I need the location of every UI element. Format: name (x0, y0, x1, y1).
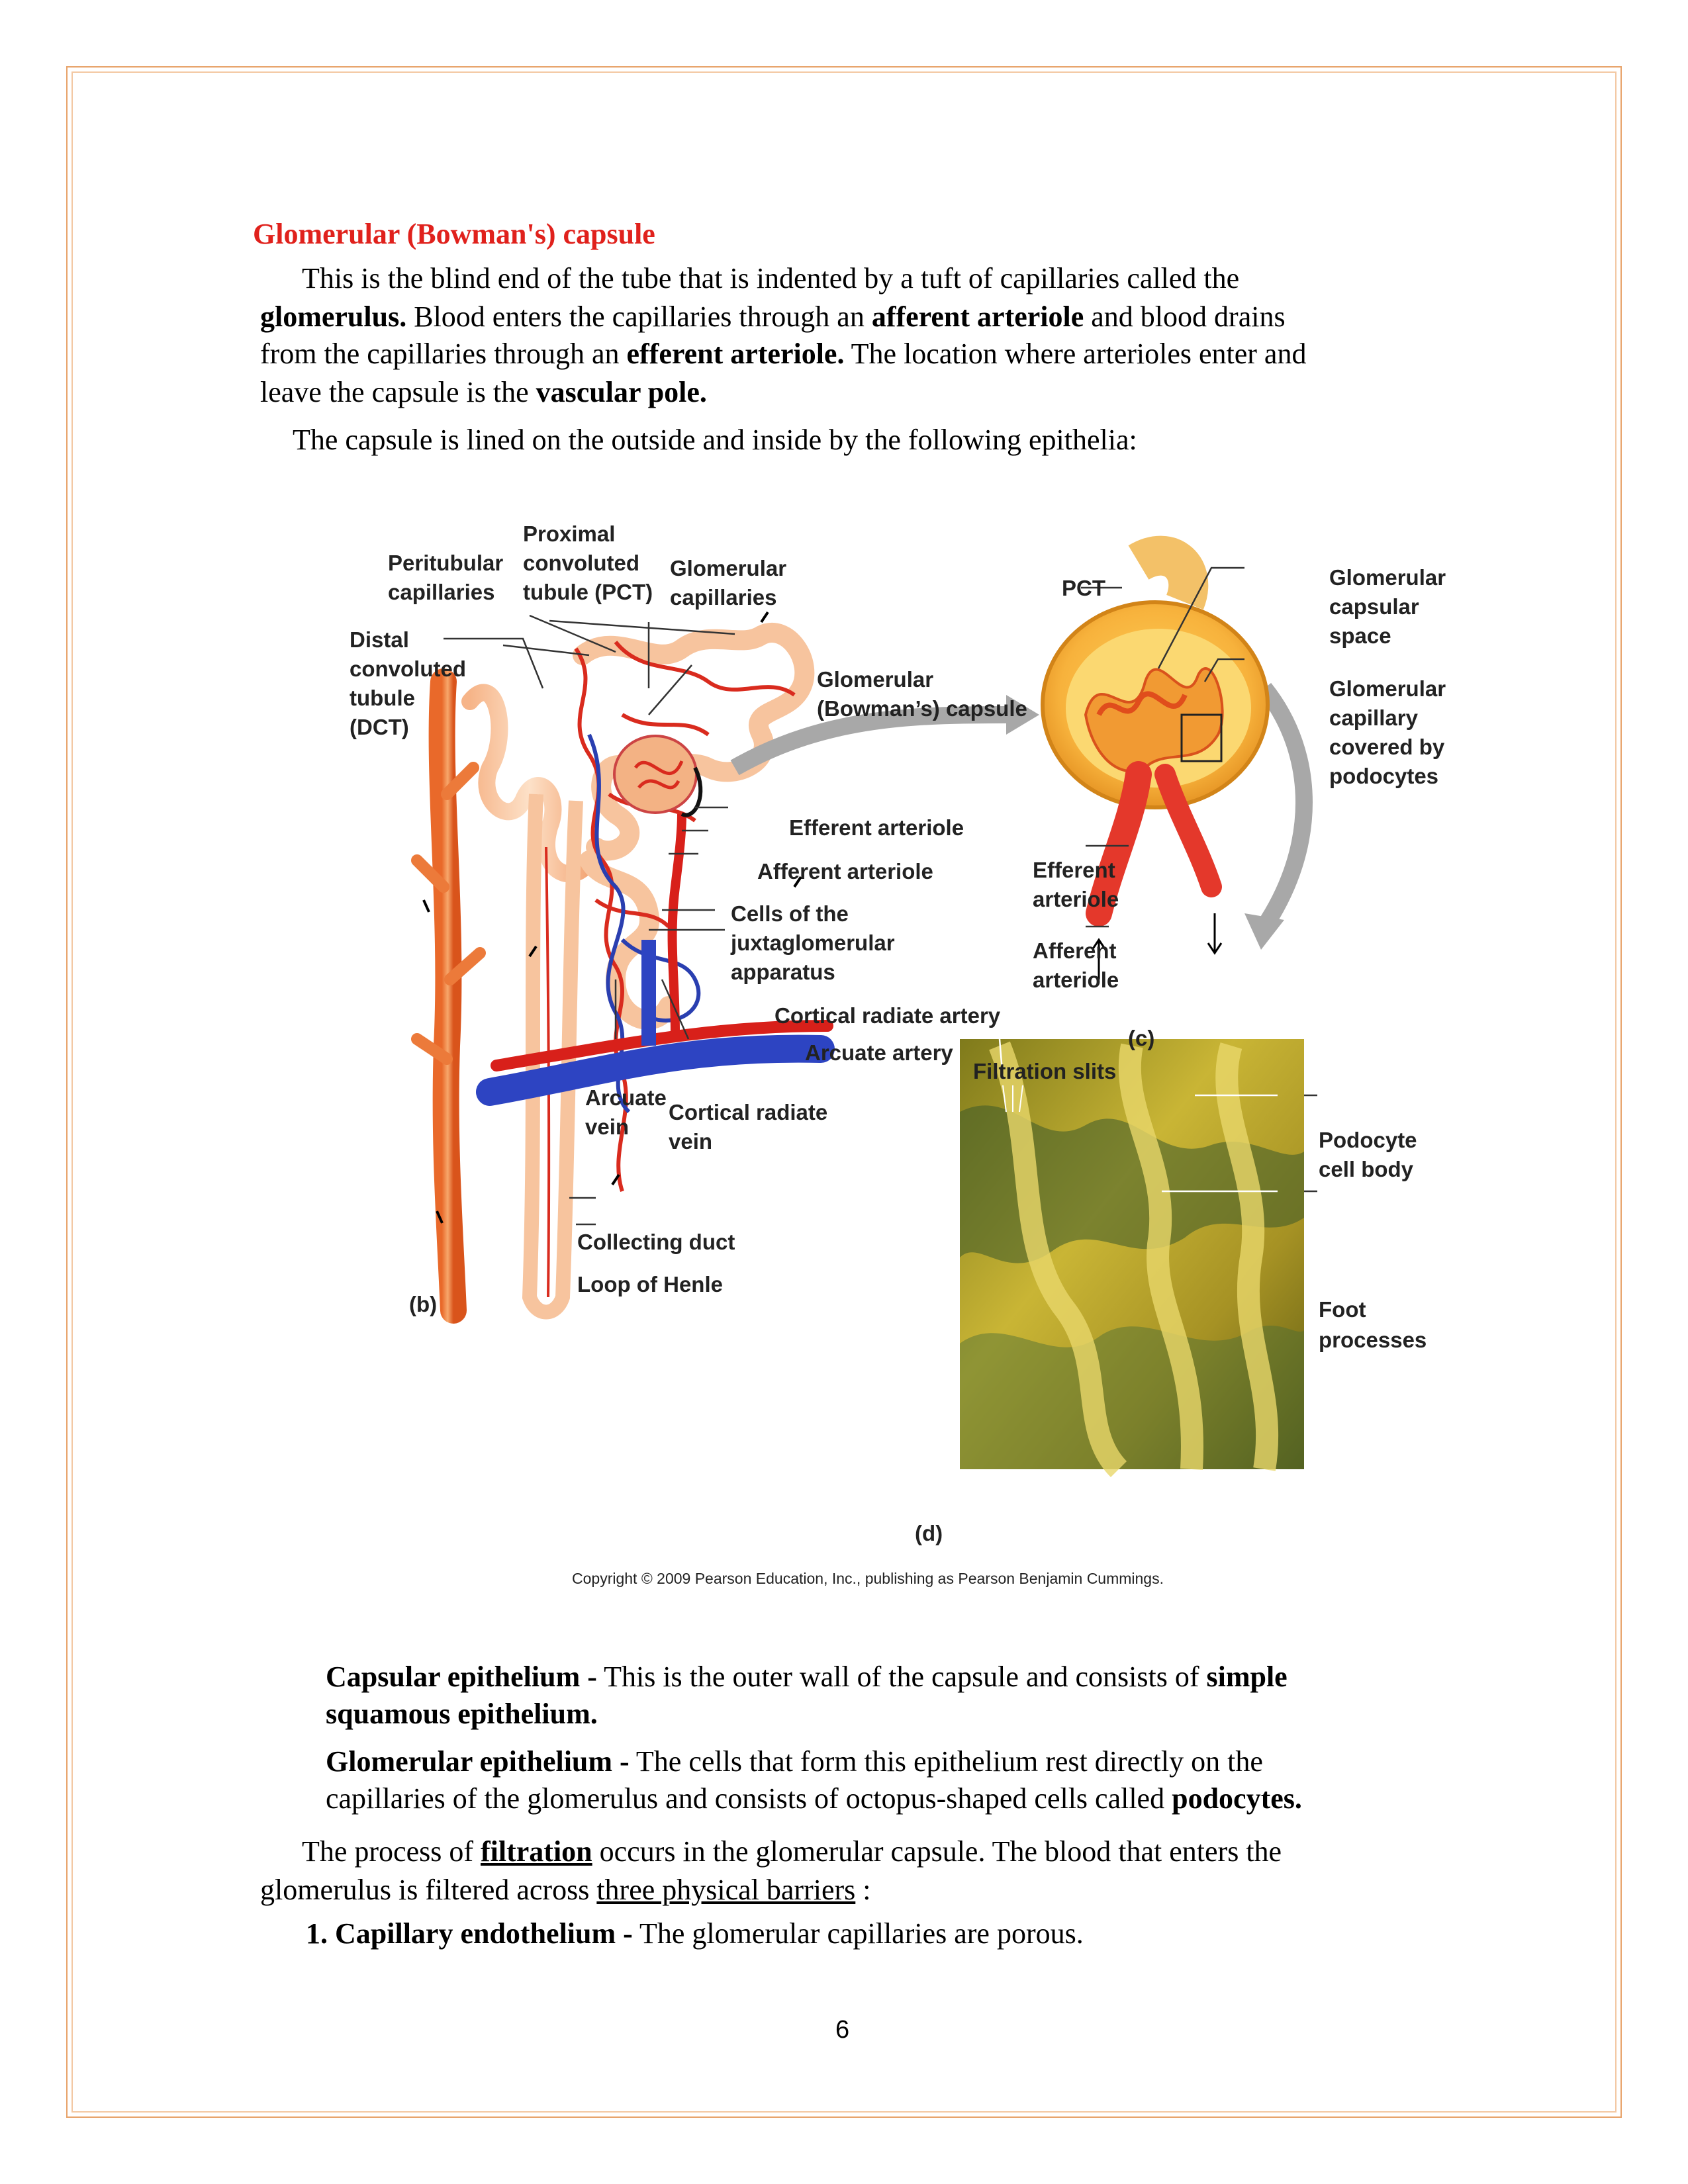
label-arcuate-vein-1: Arcuate (585, 1085, 667, 1110)
intro-text: The location where arterioles enter and (844, 338, 1307, 370)
glomerular-text: capillaries of the glomerulus and consists of octopus-shaped cells called (326, 1782, 1172, 1815)
label-proximal: Proximal (523, 522, 616, 546)
term-squamous-epithelium: squamous epithelium. (326, 1698, 598, 1730)
lined-sentence: The capsule is lined on the outside and inside by the following epithelia: (293, 424, 1137, 456)
glomerular-epithelium-line-2 (326, 1782, 1302, 1815)
label-capsular-space-2: capsular (1329, 594, 1419, 619)
term-simple: simple (1206, 1661, 1288, 1693)
label-peritubular: Peritubular (388, 551, 504, 575)
label-jg-1: Cells of the (731, 901, 849, 926)
label-capsular-space-3: space (1329, 623, 1391, 648)
term-three-physical-barriers: three physical barriers (596, 1874, 856, 1906)
label-podocyte-2: cell body (1319, 1157, 1414, 1181)
label-glomerular-capillary-2: capillary (1329, 705, 1418, 730)
intro-text: This is the blind end of the tube that is indented by a tuft of capillaries called the (302, 262, 1240, 295)
term-podocytes: podocytes. (1172, 1782, 1302, 1815)
filtration-line-1 (302, 1835, 1282, 1868)
label-panel-b: (b) (409, 1292, 438, 1316)
label-c-afferent-1: Afferent (1033, 938, 1117, 963)
intro-text: Blood enters the capillaries through an (406, 300, 872, 333)
nephron-figure (338, 516, 1476, 1588)
label-collecting-duct: Collecting duct (577, 1230, 735, 1254)
label-c-efferent-1: Efferent (1033, 858, 1115, 882)
label-filtration-slits: Filtration slits (973, 1059, 1117, 1083)
label-arcuate-artery: Arcuate artery (805, 1040, 953, 1065)
capsular-epithelium-line-2 (326, 1697, 598, 1731)
label-peritubular-capillaries: capillaries (388, 580, 495, 604)
label-glomerular-capillary-4: podocytes (1329, 764, 1439, 788)
intro-line-4 (260, 373, 707, 412)
label-pct: PCT (1062, 576, 1105, 600)
term-capsular-epithelium: Capsular epithelium - (326, 1661, 597, 1693)
label-c-afferent-2: arteriole (1033, 968, 1119, 992)
glomerular-epithelium-line-1 (326, 1745, 1263, 1778)
filtration-text: The process of (302, 1835, 481, 1868)
intro-text: and blood drains (1084, 300, 1286, 333)
label-loop-of-henle: Loop of Henle (577, 1272, 723, 1297)
term-afferent-arteriole: afferent arteriole (871, 300, 1084, 333)
label-convoluted: convoluted (523, 551, 640, 575)
label-tubule-pct: tubule (PCT) (523, 580, 653, 604)
label-glomerular-capillary-1: Glomerular (1329, 676, 1446, 701)
label-cortical-radiate-vein-2: vein (669, 1129, 713, 1154)
label-foot-2: processes (1319, 1328, 1427, 1352)
panel-c-drawing (1043, 556, 1268, 979)
filtration-text: occurs in the glomerular capsule. The blood that enters the (592, 1835, 1282, 1868)
label-glomerular-capillaries: capillaries (670, 585, 777, 610)
capsular-epithelium-line-1 (326, 1660, 1288, 1694)
label-efferent-arteriole: Efferent arteriole (789, 815, 964, 840)
barrier-1-line (306, 1917, 1084, 1950)
intro-text: leave the capsule is the (260, 376, 536, 408)
label-cortical-radiate-vein-1: Cortical radiate (669, 1100, 828, 1124)
term-glomerular-epithelium: Glomerular epithelium - (326, 1745, 630, 1778)
glomerular-text: The cells that form this epithelium rest directly on the (629, 1745, 1263, 1778)
label-c-efferent-2: arteriole (1033, 887, 1119, 911)
page-number: 6 (835, 2016, 850, 2044)
term-filtration: filtration (481, 1835, 592, 1868)
barrier-text: The glomerular capillaries are porous. (632, 1917, 1084, 1950)
term-capillary-endothelium: 1. Capillary endothelium - (306, 1917, 633, 1950)
label-arcuate-vein-2: vein (585, 1115, 630, 1139)
figure-copyright: Copyright © 2009 Pearson Education, Inc., publishing as Pearson Benjamin Cummings. (572, 1570, 1164, 1587)
label-podocyte-1: Podocyte (1319, 1128, 1417, 1152)
capsular-text: This is the outer wall of the capsule and consists of (596, 1661, 1207, 1693)
label-glomerular: Glomerular (670, 556, 787, 580)
label-cortical-radiate-artery: Cortical radiate artery (774, 1003, 1001, 1028)
label-dct-convoluted: convoluted (350, 657, 467, 681)
label-tubule: tubule (350, 686, 415, 710)
label-afferent-arteriole: Afferent arteriole (757, 859, 933, 884)
label-jg-3: apparatus (731, 960, 835, 984)
label-distal: Distal (350, 627, 409, 652)
label-glomerular-capsule-1: Glomerular (817, 667, 934, 692)
term-vascular-pole: vascular pole. (536, 376, 707, 408)
label-glomerular-capillary-3: covered by (1329, 735, 1445, 759)
intro-line-1 (302, 259, 1239, 298)
nephron-illustration (338, 516, 1476, 1588)
term-efferent-arteriole: efferent arteriole. (626, 338, 845, 370)
intro-line-3 (260, 335, 1306, 373)
filtration-text: glomerulus is filtered across (260, 1874, 597, 1906)
label-panel-c: (c) (1128, 1026, 1155, 1050)
label-jg-2: juxtaglomerular (731, 931, 895, 955)
label-dct: (DCT) (350, 715, 409, 739)
filtration-text: : (855, 1874, 871, 1906)
section-heading: Glomerular (Bowman's) capsule (253, 218, 655, 250)
panel-d-micrograph (960, 1039, 1317, 1469)
intro-line-2 (260, 298, 1286, 336)
label-panel-d: (d) (915, 1521, 943, 1545)
label-glomerular-capsule-2: (Bowman’s) capsule (817, 696, 1027, 721)
intro-text: from the capillaries through an (260, 338, 627, 370)
term-glomerulus: glomerulus. (260, 300, 407, 333)
label-foot-1: Foot (1319, 1297, 1366, 1322)
filtration-line-2 (260, 1873, 871, 1907)
label-capsular-space-1: Glomerular (1329, 565, 1446, 590)
